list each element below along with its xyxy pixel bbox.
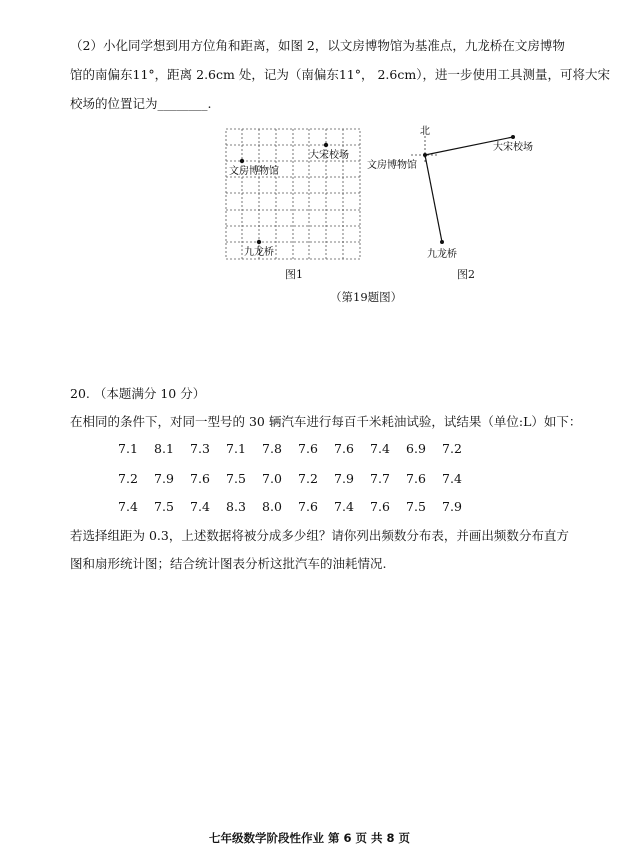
data-value: 7.1 <box>226 441 246 456</box>
data-value: 7.6 <box>298 499 318 514</box>
data-value: 8.3 <box>226 499 246 514</box>
museum-to-bridge-line <box>425 155 442 242</box>
data-value: 7.0 <box>262 471 282 486</box>
fig2-label-bridge: 九龙桥 <box>427 249 457 260</box>
data-value: 7.8 <box>262 441 282 456</box>
figure-1-caption: 图1 <box>285 268 303 281</box>
q19-part2-line3: 校场的位置记为________. <box>70 96 212 111</box>
data-value: 8.1 <box>154 441 174 456</box>
fig2-label-camp: 大宋校场 <box>493 142 533 153</box>
museum-point <box>240 159 244 163</box>
data-value: 7.4 <box>442 471 462 486</box>
q20-title: 20. （本题满分 10 分） <box>70 386 206 401</box>
fig2-bridge-point <box>440 240 444 244</box>
figure-1-grid-map <box>222 126 364 262</box>
page-footer: 七年级数学阶段性作业 第 6 页 共 8 页 <box>208 831 411 845</box>
data-value: 7.7 <box>370 471 390 486</box>
data-value: 7.2 <box>118 471 138 486</box>
data-value: 7.6 <box>370 499 390 514</box>
data-value: 7.6 <box>334 441 354 456</box>
fig1-label-bridge: 九龙桥 <box>244 247 274 258</box>
data-value: 7.1 <box>118 441 138 456</box>
data-value: 7.6 <box>298 441 318 456</box>
q20-question-line2: 图和扇形统计图；结合统计图表分析这批汽车的油耗情况. <box>70 556 387 571</box>
fig2-label-museum: 文房博物馆 <box>367 160 417 171</box>
data-value: 7.4 <box>190 499 210 514</box>
data-value: 8.0 <box>262 499 282 514</box>
figure-2-caption: 图2 <box>457 268 475 281</box>
q19-part2-line2: 馆的南偏东11°，距离 2.6cm 处，记为（南偏东11°， 2.6cm），进一步使用工具测量，可将大宋 <box>70 67 610 82</box>
fig2-label-north: 北 <box>420 126 430 137</box>
data-value: 7.9 <box>442 499 462 514</box>
fig2-museum-point <box>423 153 427 157</box>
data-value: 7.2 <box>298 471 318 486</box>
fig1-label-camp: 大宋校场 <box>309 150 349 161</box>
data-value: 7.6 <box>406 471 426 486</box>
data-value: 7.3 <box>190 441 210 456</box>
question-19-figure-caption: （第19题图） <box>330 290 403 304</box>
fig2-camp-point <box>511 135 515 139</box>
data-value: 7.6 <box>190 471 210 486</box>
fig1-label-museum: 文房博物馆 <box>229 166 279 177</box>
figure-2-bearing-map <box>365 122 555 267</box>
data-value: 7.2 <box>442 441 462 456</box>
q20-intro: 在相同的条件下，对同一型号的 30 辆汽车进行每百千米耗油试验，试结果（单位:L）如下： <box>70 414 582 429</box>
q20-question-line1: 若选择组距为 0.3，上述数据将被分成多少组？请你列出频数分布表，并画出频数分布直方 <box>70 528 569 543</box>
data-value: 7.4 <box>370 441 390 456</box>
data-value: 7.5 <box>226 471 246 486</box>
data-value: 7.5 <box>406 499 426 514</box>
data-value: 7.5 <box>154 499 174 514</box>
data-row <box>0 499 619 515</box>
data-row <box>0 471 619 487</box>
data-value: 7.4 <box>118 499 138 514</box>
data-value: 7.4 <box>334 499 354 514</box>
camp-point <box>324 143 328 147</box>
bridge-point <box>257 240 261 244</box>
data-value: 7.9 <box>154 471 174 486</box>
data-value: 7.9 <box>334 471 354 486</box>
data-value: 6.9 <box>406 441 426 456</box>
data-row <box>0 441 619 457</box>
q19-part2-line1: （2）小化同学想到用方位角和距离，如图 2，以文房博物馆为基准点，九龙桥在文房博物 <box>70 38 565 53</box>
